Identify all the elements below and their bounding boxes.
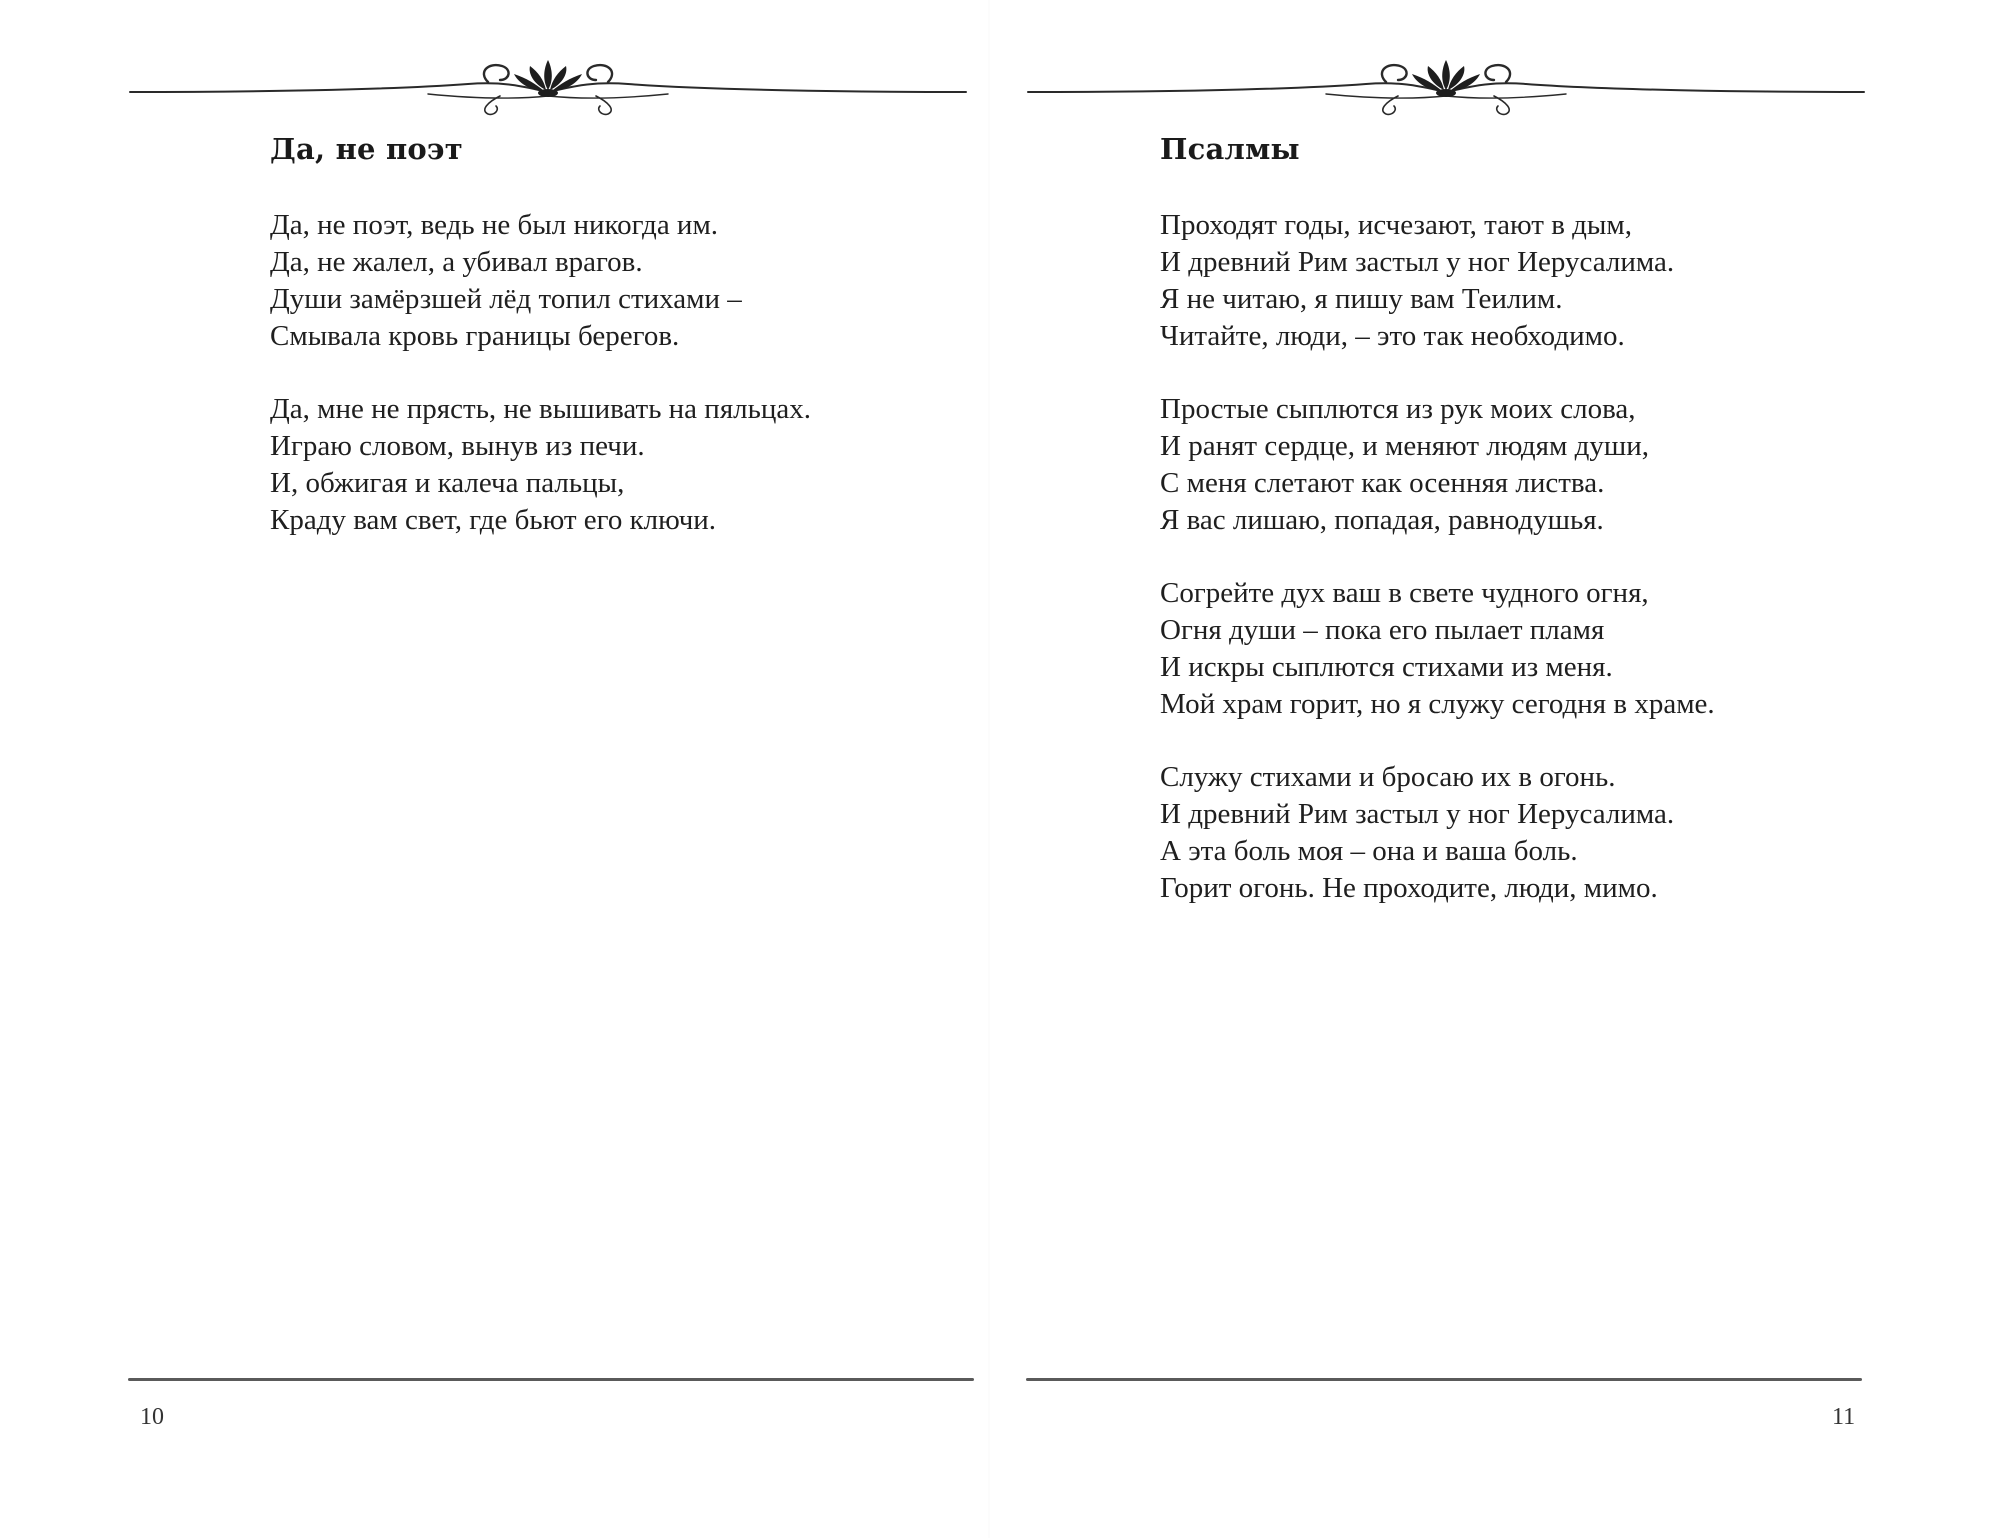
poem-line: Согрейте дух ваш в свете чудного огня, [1160,577,1649,609]
right-page [990,0,2000,1538]
poem-line: И, обжигая и калеча пальцы, [270,467,625,499]
poem-body [270,207,811,575]
poem-line: Души замёрзшей лёд топил стихами – [270,283,742,315]
poem-line: Смывала кровь границы берегов. [270,320,680,352]
poem-line: А эта боль моя – она и ваша боль. [1160,835,1578,867]
footer-rule [1026,1378,1862,1381]
poem-line: Краду вам свет, где бьют его ключи. [270,504,717,536]
poem-line: Играю словом, вынув из печи. [270,430,645,462]
header-ornament-left [128,52,968,132]
poem-line: С меня слетают как осенняя листва. [1160,467,1605,499]
stanza [1160,207,1715,355]
poem-line: И древний Рим застыл у ног Иерусалима. [1160,798,1675,830]
poem-line: Проходят годы, исчезают, тают в дым, [1160,209,1632,241]
stanza [270,391,811,539]
stanza [1160,759,1715,907]
left-page [0,0,990,1538]
page-number: 10 [140,1404,164,1430]
poem-title: Да, не поэт [270,132,463,166]
poem-line: Я не читаю, я пишу вам Теилим. [1160,283,1563,315]
poem-line: Да, не жалел, а убивал врагов. [270,246,643,278]
poem-line: И ранят сердце, и меняют людям души, [1160,430,1649,462]
poem-line: Да, мне не прясть, не вышивать на пяльцах. [270,393,812,425]
stanza [1160,575,1715,723]
page-number: 11 [1832,1404,1856,1430]
stanza [1160,391,1715,539]
poem-title: Псалмы [1160,132,1300,166]
poem-line: И искры сыплются стихами из меня. [1160,651,1613,683]
header-ornament-right [1026,52,1866,132]
poem-line: И древний Рим застыл у ног Иерусалима. [1160,246,1675,278]
poem-line: Я вас лишаю, попадая, равнодушья. [1160,504,1604,536]
poem-line: Простые сыплются из рук моих слова, [1160,393,1636,425]
poem-line: Мой храм горит, но я служу сегодня в храме. [1160,688,1715,720]
footer-rule [128,1378,974,1381]
poem-line: Служу стихами и бросаю их в огонь. [1160,761,1616,793]
poem-line: Читайте, люди, – это так необходимо. [1160,320,1625,352]
stanza [270,207,811,355]
poem-line: Огня души – пока его пылает пламя [1160,614,1605,646]
poem-line: Да, не поэт, ведь не был никогда им. [270,209,719,241]
poem-line: Горит огонь. Не проходите, люди, мимо. [1160,872,1658,904]
poem-body [1160,207,1715,943]
